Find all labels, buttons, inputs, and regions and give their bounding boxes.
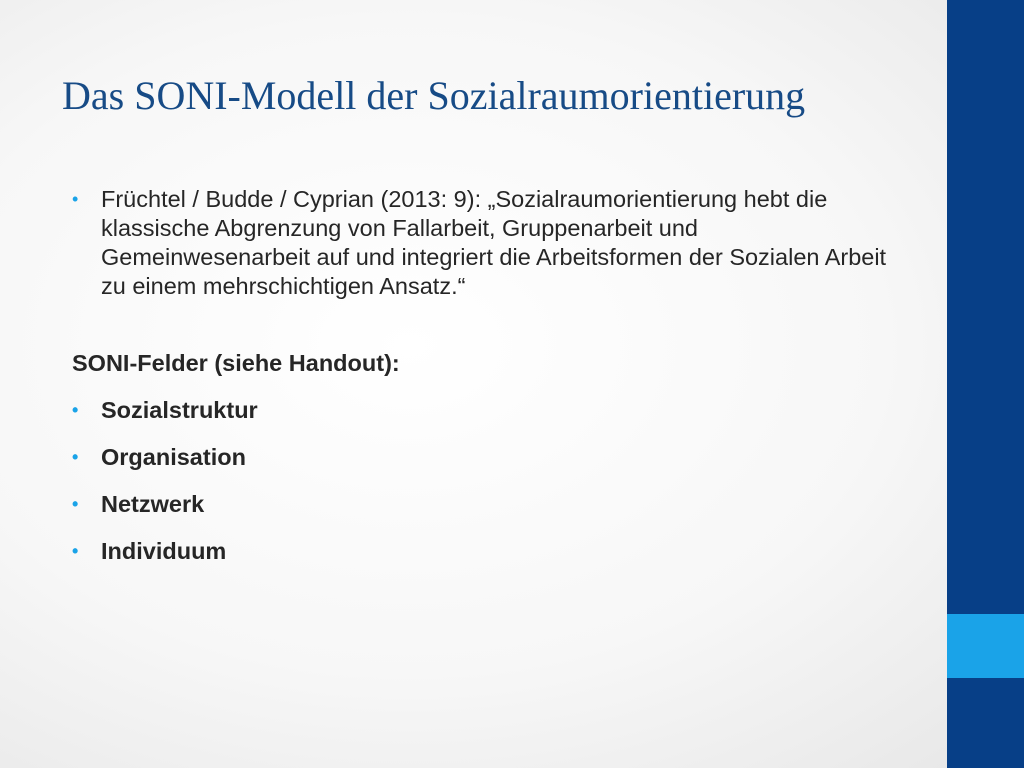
bullet-icon: •	[72, 400, 79, 420]
sidebar-accent-block	[947, 614, 1024, 678]
quote-bullet	[72, 185, 891, 301]
bullet-icon: •	[72, 494, 79, 514]
list-item	[72, 490, 892, 519]
field-label: Organisation	[101, 444, 246, 470]
slide-body	[72, 185, 892, 584]
field-list	[72, 396, 892, 566]
list-item	[72, 443, 892, 472]
list-item	[72, 396, 892, 425]
field-label: Individuum	[101, 538, 227, 564]
bullet-icon: •	[72, 541, 79, 561]
bullet-icon: •	[72, 189, 79, 209]
field-label: Netzwerk	[101, 491, 205, 517]
field-label: Sozialstruktur	[101, 397, 258, 423]
list-item	[72, 537, 892, 566]
slide-title: Das SONI-Modell der Sozialraumorientierung	[62, 73, 806, 118]
bullet-icon: •	[72, 447, 79, 467]
quote-text: Früchtel / Budde / Cyprian (2013: 9): „Sozialraumorientierung hebt die klassische Abgrenzung von Fallarbeit, Gruppenarbeit und Gemeinwesenarbeit auf und integriert die Arbeitsformen der Sozialen Arbeit zu einem mehrschichtigen Ansatz.“	[101, 186, 887, 299]
sidebar-bar	[947, 0, 1024, 768]
section-heading: SONI-Felder (siehe Handout):	[72, 350, 400, 376]
